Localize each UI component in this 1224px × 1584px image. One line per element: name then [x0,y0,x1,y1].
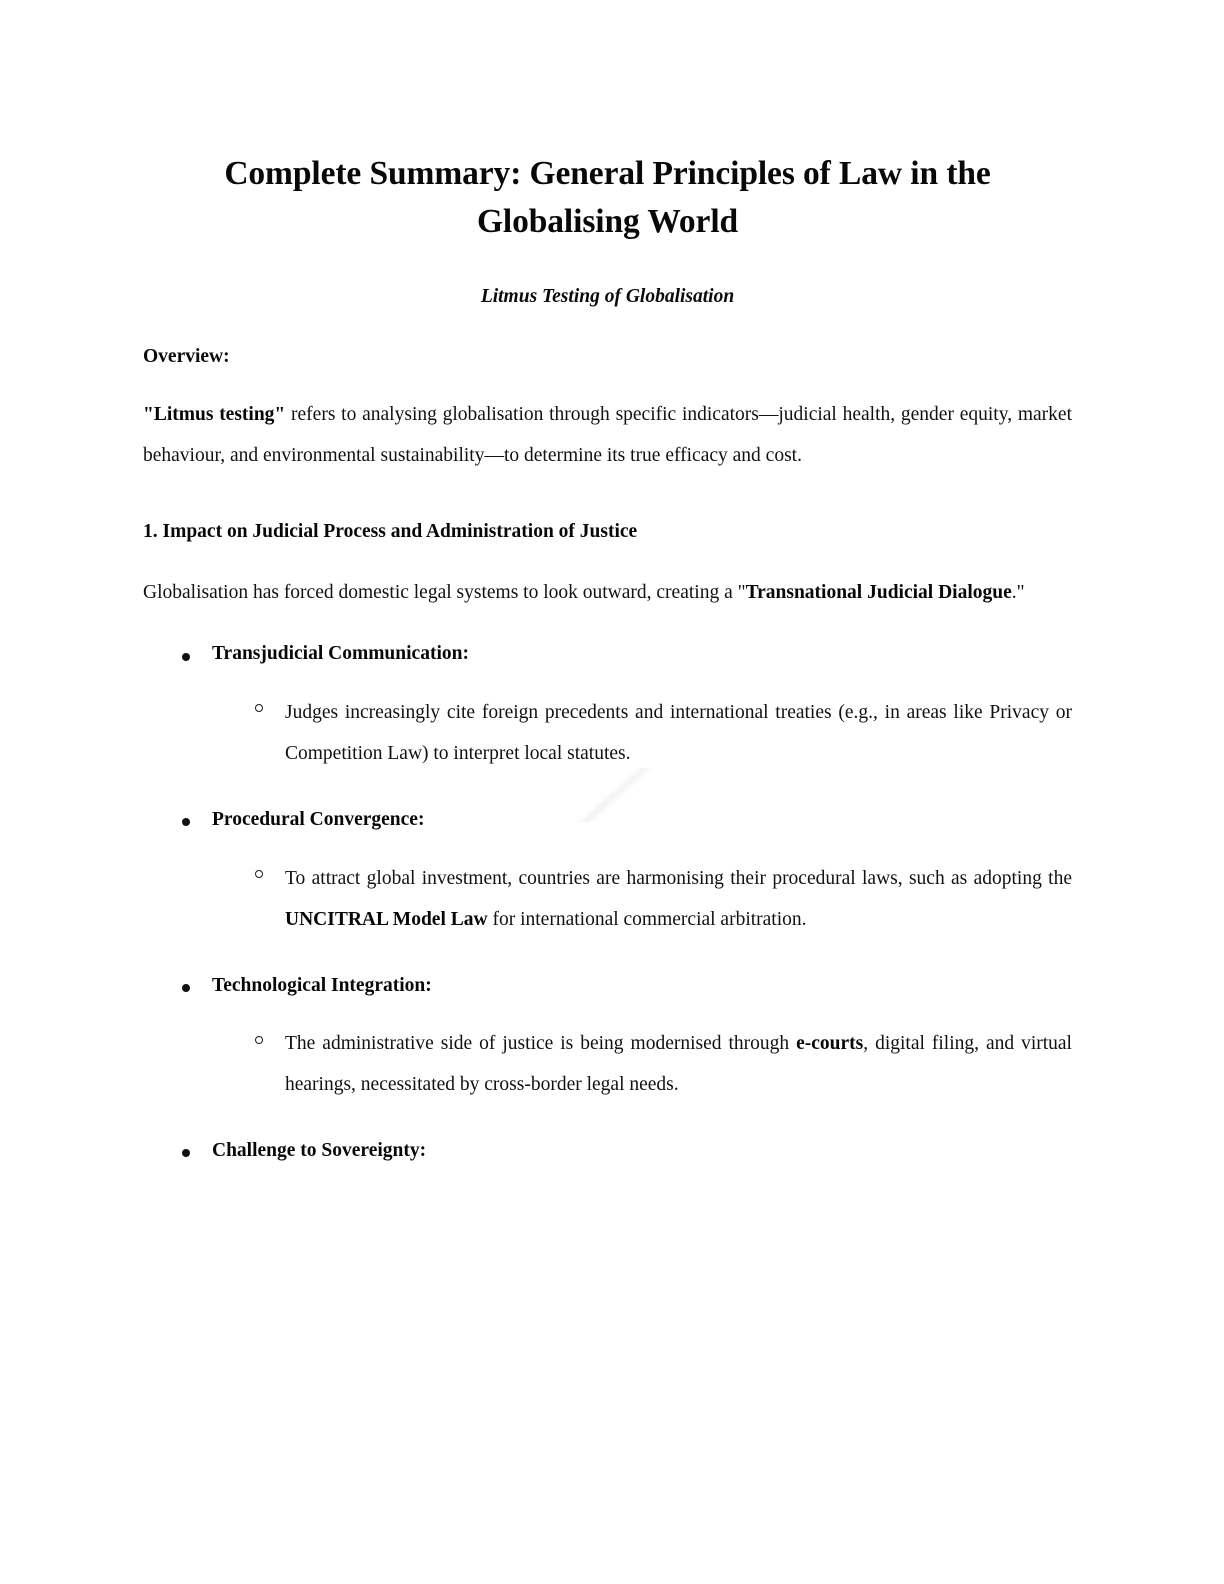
sub-bullet-text-part-2: , digital filing, and virtual hearings, necessitated by cross-border legal needs. [285,1033,1072,1096]
list-item [143,973,1072,1107]
page-title-line-1: Complete Summary: General Principles of Law in [224,155,939,192]
overview-heading: Overview: [143,345,230,367]
sub-bullet-emphasis: UNCITRAL Model Law [285,908,488,930]
section-1-bullet-list [143,641,1072,1164]
bullet-label: Challenge to Sovereignty: [212,1140,427,1162]
page-title-line-2: the Globalising World [476,155,991,241]
sub-bullet-text-part-1: The administrative side of justice is being modernised through [285,1033,797,1055]
list-item [143,641,1072,775]
section-1-lead-suffix: ." [1011,582,1025,604]
section-1-lead-emphasis: Transnational Judicial Dialogue [745,582,1012,604]
list-item [212,1024,1072,1106]
list-item [143,1138,1072,1164]
bullet-circle-icon [255,704,263,712]
sub-bullet-text-part-2: for international commercial arbitration. [487,908,807,930]
list-item [143,807,1072,941]
overview-paragraph-body: refers to analysing globalisation through specific indicators—judicial health, gender equity, market behaviour, and environmental sustainability—to determine its true efficacy and cost. [143,404,1072,467]
section-1-lead-prefix: Globalisation has forced domestic legal systems to look outward, creating a " [143,582,746,604]
overview-paragraph [143,394,1072,477]
bullet-label: Transjudicial Communication: [212,643,469,665]
overview-paragraph-term: "Litmus testing" [143,404,286,426]
section-1-heading: 1. Impact on Judicial Process and Administration of Justice [143,520,638,542]
sub-bullet-text-part-1: To attract global investment, countries are harmonising their procedural laws, such as adopting the [285,867,1072,889]
bullet-disc-icon [182,653,190,661]
sub-bullet-list [212,693,1072,775]
list-item [212,693,1072,775]
sub-bullet-list [212,859,1072,941]
sub-bullet-emphasis: e-courts [796,1033,864,1055]
bullet-label: Procedural Convergence: [212,809,425,831]
document-content [143,150,1072,1164]
bullet-disc-icon [182,984,190,992]
sub-bullet-list [212,1024,1072,1106]
sub-bullet-text [285,859,1072,941]
page-title [143,150,1072,246]
bullet-circle-icon [255,870,263,878]
page-subtitle: Litmus Testing of Globalisation [480,286,735,308]
sub-bullet-text [285,693,1072,775]
sub-bullet-text-part-1: Judges increasingly cite foreign precedents and international treaties (e.g., in areas like Privacy or Competition Law) to interpret local statutes. [285,702,1072,765]
bullet-disc-icon [182,1149,190,1157]
bullet-disc-icon [182,818,190,826]
list-item [212,859,1072,941]
section-1-lead-paragraph [143,572,1072,613]
bullet-label: Technological Integration: [212,974,432,996]
sub-bullet-text [285,1024,1072,1106]
bullet-circle-icon [255,1036,263,1044]
